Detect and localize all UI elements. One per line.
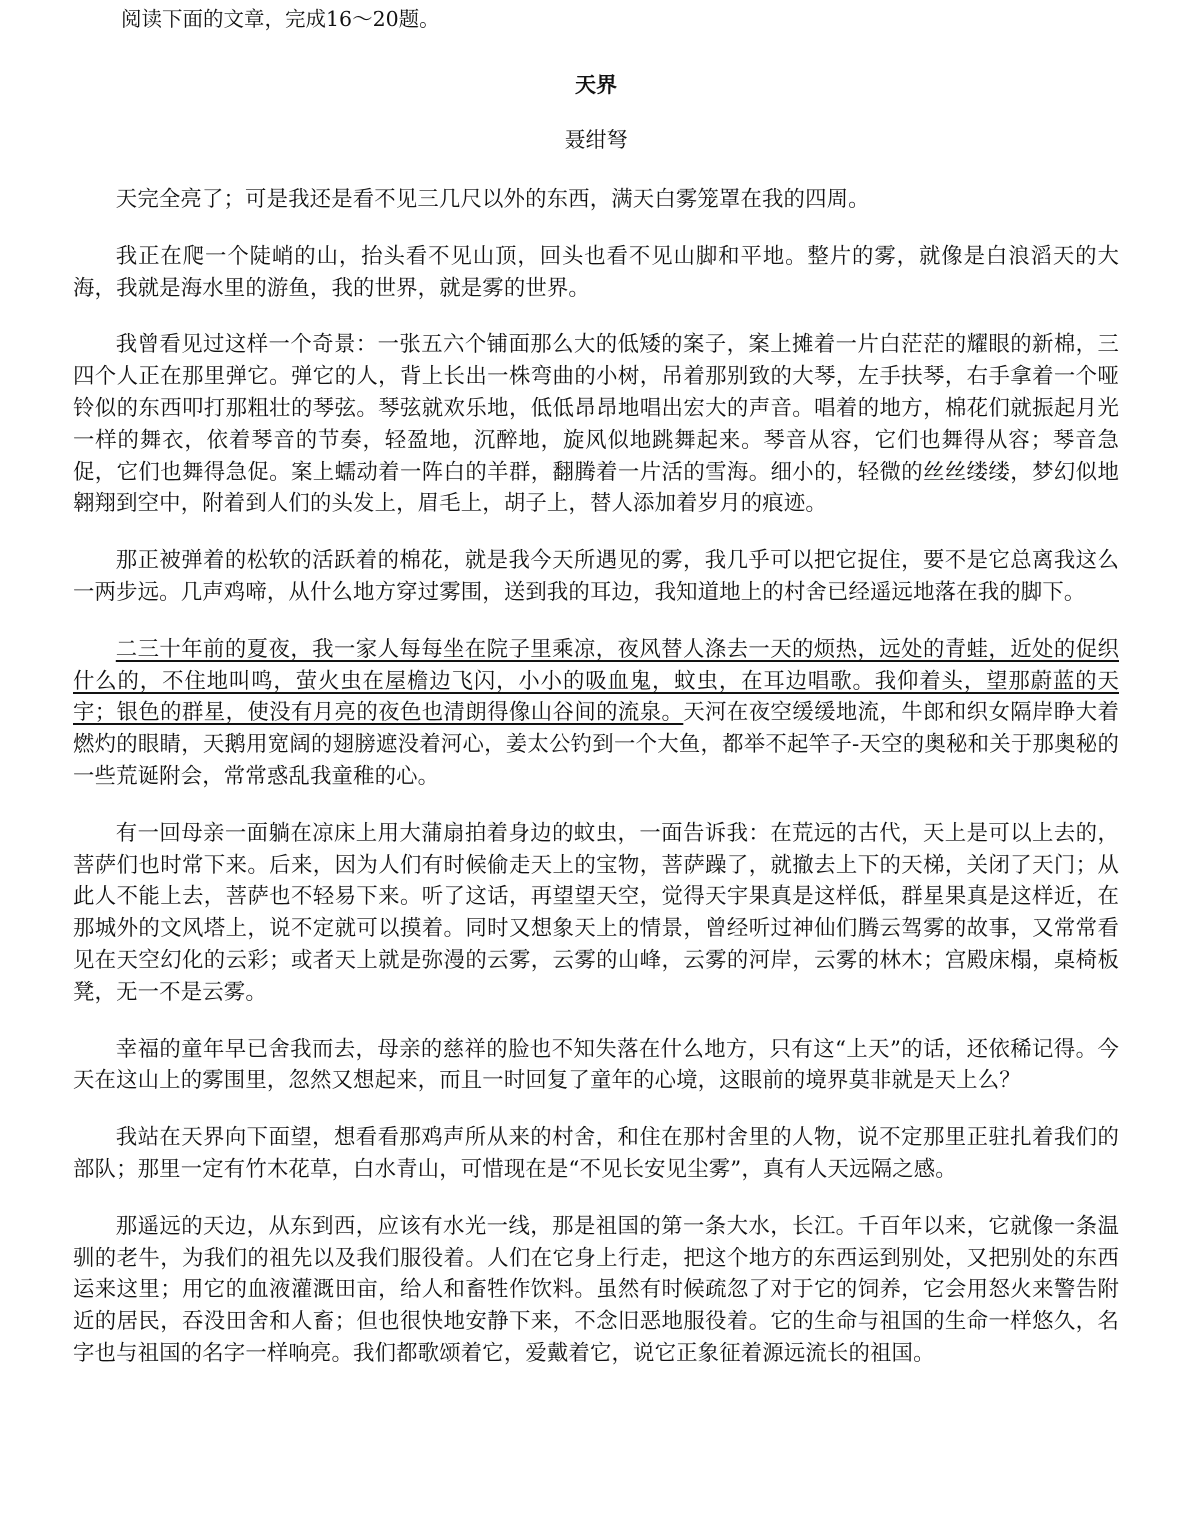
- paragraph-4: 那正被弹着的松软的活跃着的棉花，就是我今天所遇见的雾，我几乎可以把它捉住，要不是它总离我这么一两步远。几声鸡啼，从什么地方穿过雾围，送到我的耳边，我知道地上的村舍已经遥远地落在我的脚下。: [73, 548, 1119, 605]
- paragraph-5: [73, 634, 1119, 793]
- paragraph-6: 有一回母亲一面躺在凉床上用大蒲扇拍着身边的蚊虫，一面告诉我：在荒远的古代，天上是可以上去的，菩萨们也时常下来。后来，因为人们有时候偷走天上的宝物，菩萨躁了，就撤去上下的天梯，关闭了天门；从此人不能上去，菩萨也不轻易下来。听了这话，再望望天空，觉得天宇果真是这样低，群星果真是这样近，在那城外的文风塔上，说不定就可以摸着。同时又想象天上的情景，曾经听过神仙们腾云驾雾的故事，又常常看见在天空幻化的云彩；或者天上就是弥漫的云雾，云雾的山峰，云雾的河岸，云雾的林木；宫殿床榻，桌椅板凳，无一不是云雾。: [73, 820, 1119, 1005]
- paragraph-8: 我站在天界向下面望，想看看那鸡声所从来的村舍，和住在那村舍里的人物，说不定那里正驻扎着我们的部队；那里一定有竹木花草，白水青山，可惜现在是“不见长安见尘雾”，真有人天远隔之感。: [73, 1125, 1119, 1182]
- paragraph-5-rest: 天河在夜空缓缓地流，牛郎和织女隔岸睁大着燃灼的眼睛，天鹅用宽阔的翅膀遮没着河心，姜太公钓到一个大鱼，都举不起竿子-天空的奥秘和关于那奥秘的一些荒诞附会，常常惑乱我童稚的心。: [73, 700, 1119, 789]
- underlined-passage: 二三十年前的夏夜，我一家人每每坐在院子里乘凉，夜风替人涤去一天的烦热，远处的青蛙，近处的促织什么的，不住地叫鸣，萤火虫在屋檐边飞闪，小小的吸血鬼，蚊虫，在耳边唱歌。我仰着头，望那蔚蓝的天宇；银色的群星，使没有月亮的夜色也清朗得像山谷间的流泉。: [73, 636, 1119, 726]
- document-page: [73, 0, 1119, 1370]
- question-instruction: 阅读下面的文章，完成16～20题。: [121, 7, 440, 31]
- article-author: 聂绀弩: [564, 128, 628, 152]
- paragraph-7: 幸福的童年早已舍我而去，母亲的慈祥的脸也不知失落在什么地方，只有这“上天”的话，还依稀记得。今天在这山上的雾围里，忽然又想起来，而且一时回复了童年的心境，这眼前的境界莫非就是天上么？: [73, 1036, 1119, 1094]
- paragraph-1: 天完全亮了；可是我还是看不见三几尺以外的东西，满天白雾笼罩在我的四周。: [115, 187, 870, 212]
- article-title: 天界: [575, 72, 617, 97]
- paragraph-9: 那遥远的天边，从东到西，应该有水光一线，那是祖国的第一条大水，长江。千百年以来，它就像一条温驯的老牛，为我们的祖先以及我们服役着。人们在它身上行走，把这个地方的东西运到别处，又把别处的东西运来这里；用它的血液灌溉田亩，给人和畜牲作饮料。虽然有时候疏忽了对于它的饲养，它会用怒火来警告附近的居民，吞没田舍和人畜；但也很快地安静下来，不念旧恶地服役着。它的生命与祖国的生命一样悠久，名字也与祖国的名字一样响亮。我们都歌颂着它，爱戴着它，说它正象征着源远流长的祖国。: [73, 1213, 1119, 1366]
- paragraph-2: 我正在爬一个陡峭的山，抬头看不见山顶，回头也看不见山脚和平地。整片的雾，就像是白浪滔天的大海，我就是海水里的游鱼，我的世界，就是雾的世界。: [73, 243, 1119, 301]
- paragraph-3: 我曾看见过这样一个奇景：一张五六个铺面那么大的低矮的案子，案上摊着一片白茫茫的耀眼的新棉，三四个人正在那里弹它。弹它的人，背上长出一株弯曲的小树，吊着那别致的大琴，左手扶琴，右手拿着一个哑铃似的东西叩打那粗壮的琴弦。琴弦就欢乐地，低低昂昂地唱出宏大的声音。唱着的地方，棉花们就振起月光一样的舞衣，依着琴音的节奏，轻盈地，沉醉地，旋风似地跳舞起来。琴音从容，它们也舞得从容；琴音急促，它们也舞得急促。案上蠕动着一阵白的羊群，翻腾着一片活的雪海。细小的，轻微的丝丝缕缕，梦幻似地翱翔到空中，附着到人们的头发上，眉毛上，胡子上，替人添加着岁月的痕迹。: [73, 332, 1119, 517]
